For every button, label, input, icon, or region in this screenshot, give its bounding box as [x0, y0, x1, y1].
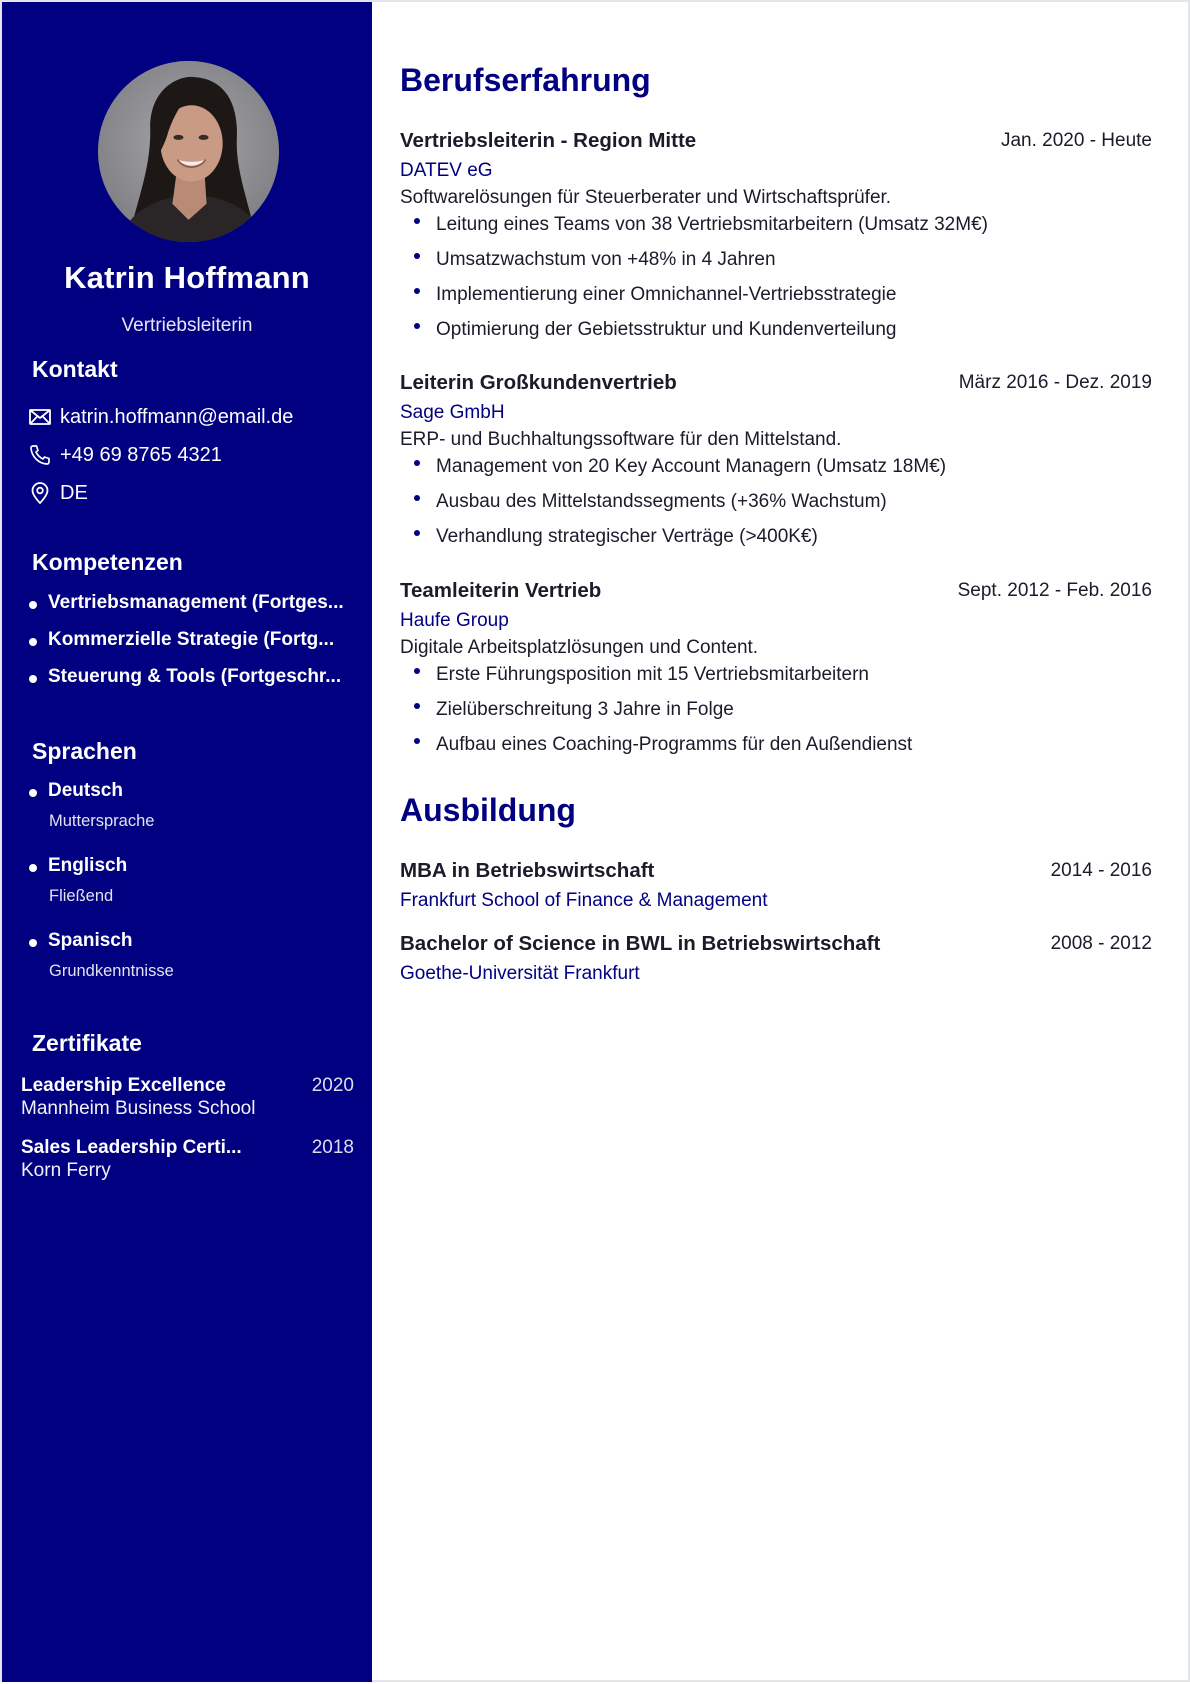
job-title: Teamleiterin Vertrieb [400, 579, 602, 602]
job-description: Softwarelösungen für Steuerberater und Wirtschaftsprüfer. [400, 187, 892, 208]
bullet-text: Optimierung der Gebietsstruktur und Kundenverteilung [436, 319, 897, 340]
mail-icon [28, 405, 52, 429]
bullet-text: Implementierung einer Omnichannel-Vertriebsstrategie [436, 284, 897, 305]
language-level: Muttersprache [49, 812, 155, 830]
skill-label: Vertriebsmanagement (Fortges... [48, 592, 344, 613]
education-school: Frankfurt School of Finance & Management [400, 890, 768, 911]
job-bullet [414, 526, 818, 548]
language-item [28, 780, 123, 802]
map-pin-icon [28, 481, 52, 505]
job-bullet [414, 699, 734, 721]
bullet-icon [414, 288, 420, 294]
contact-location [28, 481, 88, 505]
avatar [98, 61, 279, 242]
language-level: Grundkenntnisse [49, 962, 174, 980]
experience-heading: Berufserfahrung [400, 62, 651, 98]
skill-item [28, 666, 366, 688]
job-bullet [414, 249, 776, 271]
certificate-issuer: Korn Ferry [21, 1160, 111, 1181]
language-level: Fließend [49, 887, 114, 905]
job-bullet [414, 664, 869, 686]
bullet-text: Aufbau eines Coaching-Programms für den Außendienst [436, 734, 913, 755]
skill-item [28, 592, 366, 614]
certificate-issuer: Mannheim Business School [21, 1098, 256, 1119]
certificate-title: Leadership Excellence [21, 1075, 226, 1096]
bullet-text: Umsatzwachstum von +48% in 4 Jahren [436, 249, 776, 270]
bullet-icon [414, 495, 420, 501]
contact-heading: Kontakt [32, 356, 118, 382]
bullet-icon [29, 939, 37, 947]
skill-item [28, 629, 366, 651]
education-dates: 2008 - 2012 [1050, 933, 1152, 954]
bullet-text: Leitung eines Teams von 38 Vertriebsmitarbeitern (Umsatz 32M€) [436, 214, 988, 235]
profile-photo-icon [98, 61, 279, 242]
bullet-icon [414, 323, 420, 329]
job-bullet [414, 319, 896, 341]
bullet-text: Ausbau des Mittelstandssegments (+36% Wachstum) [436, 491, 887, 512]
contact-email[interactable] [28, 405, 293, 429]
profile-title: Vertriebsleiterin [121, 315, 253, 336]
contact-location-value: DE [60, 481, 88, 504]
bullet-text: Management von 20 Key Account Managern (Umsatz 18M€) [436, 456, 947, 477]
job-bullet [414, 491, 887, 513]
certificates-heading: Zertifikate [32, 1030, 142, 1056]
job-bullet [414, 284, 896, 306]
sidebar [2, 2, 372, 1682]
bullet-text: Verhandlung strategischer Verträge (>400K€) [436, 526, 818, 547]
job-dates: Jan. 2020 - Heute [1000, 130, 1152, 151]
job-bullet [414, 214, 988, 236]
bullet-icon [414, 668, 420, 674]
contact-phone[interactable] [28, 443, 222, 467]
certificate-title: Sales Leadership Certi... [21, 1137, 242, 1158]
contact-phone-value: +49 69 8765 4321 [60, 443, 222, 466]
job-dates: Sept. 2012 - Feb. 2016 [957, 580, 1152, 601]
bullet-icon [29, 638, 37, 646]
education-degree: MBA in Betriebswirtschaft [400, 859, 655, 882]
language-name: Deutsch [48, 780, 123, 801]
bullet-icon [29, 675, 37, 683]
bullet-icon [29, 864, 37, 872]
job-bullet [414, 456, 946, 478]
bullet-icon [29, 601, 37, 609]
education-school: Goethe-Universität Frankfurt [400, 963, 640, 984]
education-heading: Ausbildung [400, 792, 576, 828]
certificate-year: 2020 [311, 1075, 354, 1096]
job-description: ERP- und Buchhaltungssoftware für den Mittelstand. [400, 429, 842, 450]
bullet-icon [414, 530, 420, 536]
bullet-icon [414, 738, 420, 744]
certificate-year: 2018 [311, 1137, 354, 1158]
skill-label: Steuerung & Tools (Fortgeschr... [48, 666, 342, 687]
contact-email-value: katrin.hoffmann@email.de [60, 405, 294, 428]
language-item [28, 855, 127, 877]
bullet-icon [414, 703, 420, 709]
bullet-text: Erste Führungsposition mit 15 Vertriebsmitarbeitern [436, 664, 869, 685]
language-name: Englisch [48, 855, 128, 876]
languages-heading: Sprachen [32, 738, 137, 764]
bullet-icon [414, 218, 420, 224]
job-company: Haufe Group [400, 610, 509, 631]
education-dates: 2014 - 2016 [1050, 860, 1152, 881]
job-dates: März 2016 - Dez. 2019 [958, 372, 1152, 393]
job-company: DATEV eG [400, 160, 493, 181]
job-title: Vertriebsleiterin - Region Mitte [400, 129, 697, 152]
job-bullet [414, 734, 912, 756]
bullet-text: Zielüberschreitung 3 Jahre in Folge [436, 699, 734, 720]
skills-heading: Kompetenzen [32, 549, 183, 575]
bullet-icon [29, 789, 37, 797]
phone-icon [28, 443, 52, 467]
bullet-icon [414, 460, 420, 466]
job-company: Sage GmbH [400, 402, 505, 423]
job-description: Digitale Arbeitsplatzlösungen und Content. [400, 637, 759, 658]
profile-name: Katrin Hoffmann [64, 260, 310, 295]
language-item [28, 930, 132, 952]
bullet-icon [414, 253, 420, 259]
job-title: Leiterin Großkundenvertrieb [400, 371, 677, 394]
skill-label: Kommerzielle Strategie (Fortg... [48, 629, 335, 650]
language-name: Spanisch [48, 930, 133, 951]
education-degree: Bachelor of Science in BWL in Betriebswirtschaft [400, 932, 881, 955]
